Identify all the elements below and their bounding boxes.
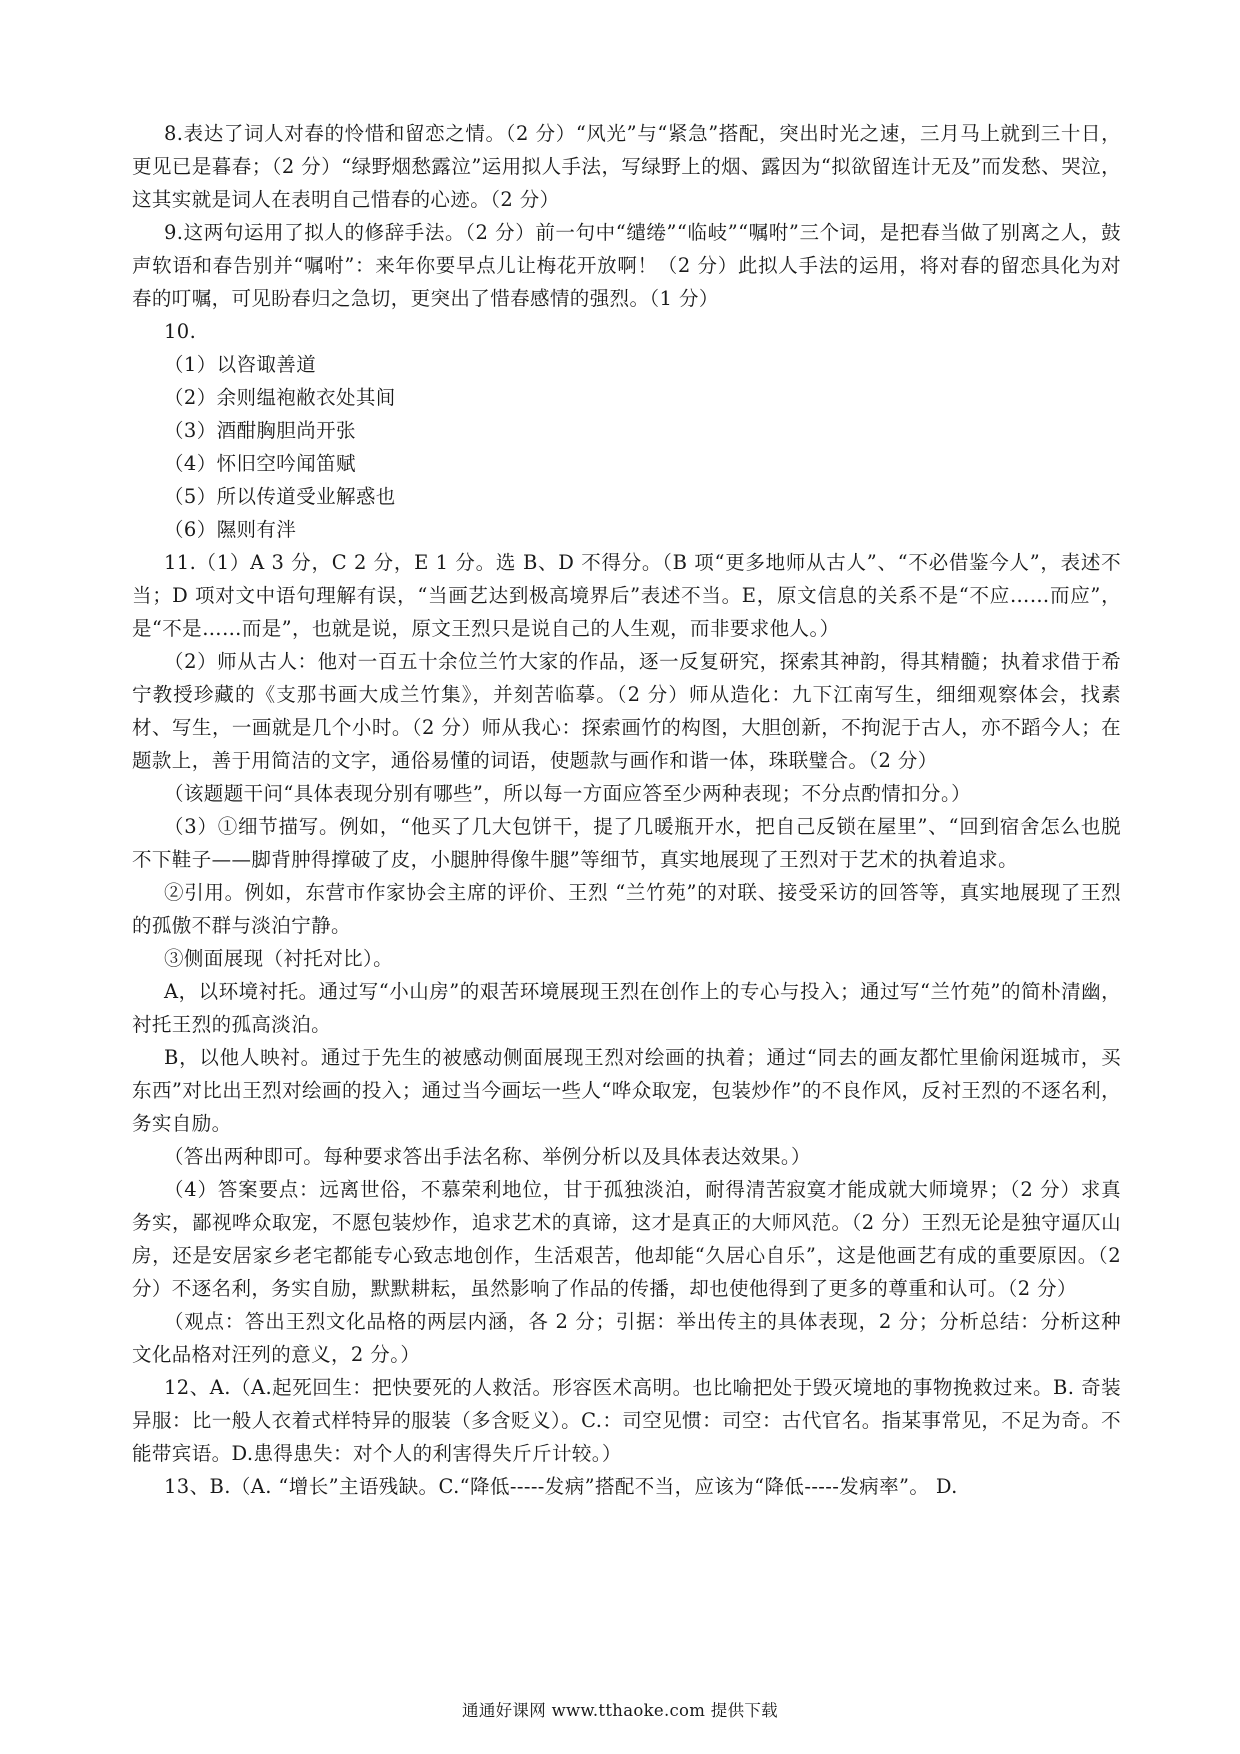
answer-11-part-3-b: B，以他人映衬。通过于先生的被感动侧面展现王烈对绘画的执着；通过“同去的画友都忙里偷闲逛城市，买东西”对比出王烈对绘画的投入；通过当今画坛一些人“哗众取宠，包装炒作”的不良作风，反衬王烈的不逐名利，务实自励。 [132, 1046, 1121, 1135]
answer-11-part-3-quote: ②引用。例如，东营市作家协会主席的评价、王烈 “兰竹苑”的对联、接受采访的回答等，真实地展现了王烈的孤傲不群与淡泊宁静。 [132, 881, 1121, 937]
answer-11-part-1: 11.（1）A 3 分，C 2 分，E 1 分。选 B、D 不得分。（B 项“更多地师从古人”、“不必借鉴今人”，表述不当；D 项对文中语句理解有误，“当画艺达到极高境界后”表述不当。E，原文信息的关系不是“不应……而应”，是“不是……而是”，也就是说，原文王烈只是说自己的人生观，而非要求他人。） [132, 551, 1121, 640]
page-footer: 通通好课网 www.tthaoke.com 提供下载 [462, 1701, 778, 1720]
answer-10-item-2: （2）余则缊袍敝衣处其间 [164, 386, 396, 409]
answer-10-item-6: （6）隰则有泮 [164, 518, 297, 541]
answer-10-item-4: （4）怀旧空吟闻笛赋 [164, 452, 356, 475]
answer-content [132, 117, 1121, 1503]
answer-11-part-2-note: （该题题干问“具体表现分别有哪些”，所以每一方面应答至少两种表现；不分点酌情扣分。） [164, 782, 971, 805]
answer-11-part-4: （4）答案要点：远离世俗，不慕荣利地位，甘于孤独淡泊，耐得清苦寂寞才能成就大师境界；（2 分）求真务实，鄙视哗众取宠，不愿包装炒作，追求艺术的真谛，这才是真正的大师风范。（2 分）王烈无论是独守逼仄山房，还是安居家乡老宅都能专心致志地创作，生活艰苦，他却能“久居心自乐”，这是他画艺有成的重要原因。（2 分）不逐名利，务实自励，默默耕耘，虽然影响了作品的传播，却也使他得到了更多的尊重和认可。（2 分） [132, 1178, 1121, 1300]
answer-9: 9.这两句运用了拟人的修辞手法。（2 分）前一句中“缱绻”“临岐”“嘱咐”三个词，是把春当做了别离之人，鼓声软语和春告别并“嘱咐”：来年你要早点儿让梅花开放啊！（2 分）此拟人手法的运用，将对春的留恋具化为对春的叮嘱，可见盼春归之急切，更突出了惜春感情的强烈。（1 分） [132, 221, 1121, 310]
answer-11-part-2: （2）师从古人：他对一百五十余位兰竹大家的作品，逐一反复研究，探索其神韵，得其精髓；执着求借于希宁教授珍藏的《支那书画大成兰竹集》，并刻苦临摹。（2 分）师从造化：九下江南写生，细细观察体会，找素材、写生，一画就是几个小时。（2 分）师从我心：探索画竹的构图，大胆创新，不拘泥于古人，亦不蹈今人；在题款上，善于用简洁的文字，通俗易懂的词语，使题款与画作和谐一体，珠联璧合。（2 分） [132, 650, 1121, 772]
answer-10-item-5: （5）所以传道受业解惑也 [164, 485, 396, 508]
answer-13: 13、B.（A. “增长”主语残缺。C.“降低-----发病”搭配不当，应该为“降低-----发病率”。 D. [164, 1475, 958, 1498]
answer-10-heading: 10. [164, 320, 197, 343]
answer-11-part-3-note: （答出两种即可。每种要求答出手法名称、举例分析以及具体表达效果。） [164, 1145, 811, 1168]
answer-8: 8.表达了词人对春的怜惜和留恋之情。（2 分）“风光”与“紧急”搭配，突出时光之速，三月马上就到三十日，更见已是暮春；（2 分）“绿野烟愁露泣”运用拟人手法，写绿野上的烟、露因为“拟欲留连计无及”而发愁、哭泣，这其实就是词人在表明自己惜春的心迹。（2 分） [132, 122, 1121, 211]
answer-11-part-3: （3）①细节描写。例如，“他买了几大包饼干，提了几暖瓶开水，把自己反锁在屋里”、“回到宿舍怎么也脱不下鞋子——脚背肿得撑破了皮，小腿肿得像牛腿”等细节，真实地展现了王烈对于艺术的执着追求。 [132, 815, 1121, 871]
answer-11-part-4-note: （观点：答出王烈文化品格的两层内涵，各 2 分；引据：举出传主的具体表现，2 分；分析总结：分析这种文化品格对汪列的意义，2 分。） [132, 1310, 1121, 1366]
answer-11-part-3-side: ③侧面展现（衬托对比）。 [164, 947, 394, 970]
answer-10-item-1: （1）以咨诹善道 [164, 353, 317, 376]
answer-11-part-3-a: A，以环境衬托。通过写“小山房”的艰苦环境展现王烈在创作上的专心与投入；通过写“兰竹苑”的简朴清幽，衬托王烈的孤高淡泊。 [132, 980, 1121, 1036]
answer-12: 12、A.（A.起死回生：把快要死的人救活。形容医术高明。也比喻把处于毁灭境地的事物挽救过来。B. 奇装异服：比一般人衣着式样特异的服装（多含贬义）。C.：司空见惯：司空：古代官名。指某事常见，不足为奇。不能带宾语。D.患得患失：对个人的利害得失斤斤计较。） [132, 1376, 1121, 1465]
answer-10-item-3: （3）酒酣胸胆尚开张 [164, 419, 356, 442]
